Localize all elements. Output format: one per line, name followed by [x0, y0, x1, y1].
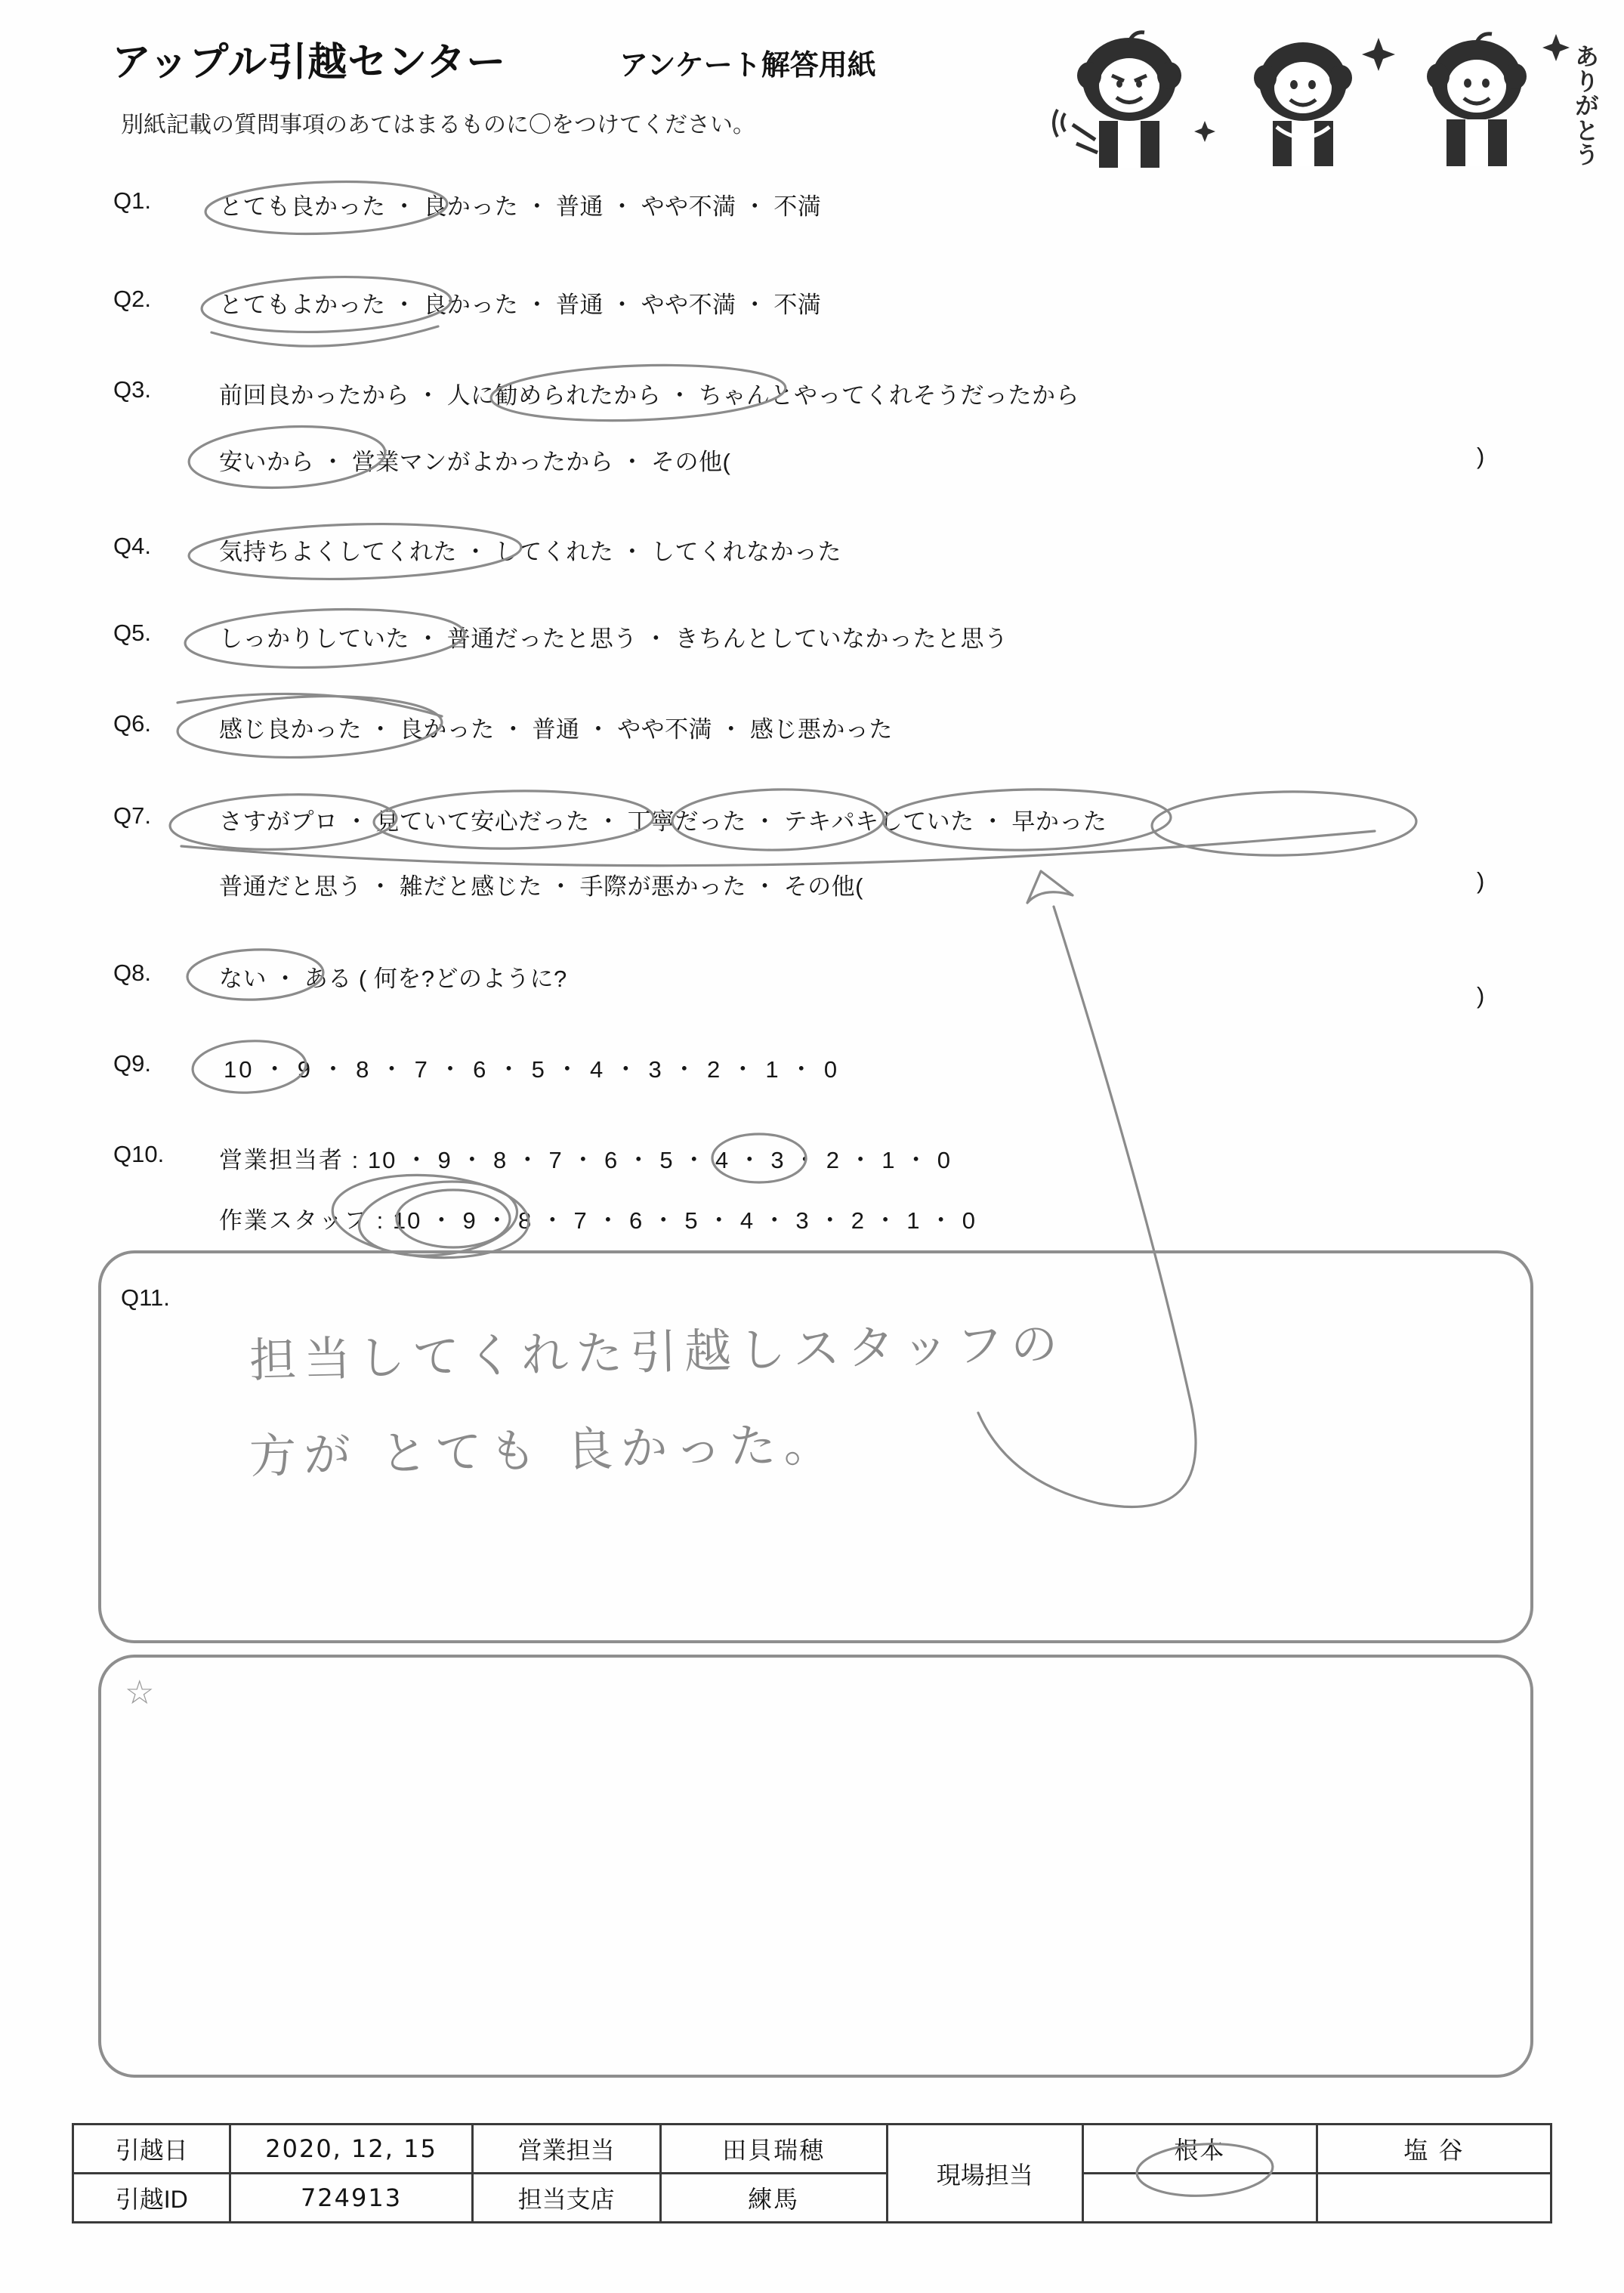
q9-options[interactable]: 10 ・ 9 ・ 8 ・ 7 ・ 6 ・ 5 ・ 4 ・ 3 ・ 2 ・ 1 ・ 0	[224, 1056, 840, 1083]
site-staff-value-1[interactable]: 根本	[1082, 2125, 1317, 2174]
q2-options[interactable]: とてもよかった ・ 良かった ・ 普通 ・ やや不満 ・ 不満	[219, 292, 822, 318]
q6-options[interactable]: 感じ良かった ・ 良かった ・ 普通 ・ やや不満 ・ 感じ悪かった	[219, 716, 893, 743]
q10-number: Q10.	[113, 1141, 165, 1167]
q3-options-line1[interactable]: 前回良かったから ・ 人に勧められたから ・ ちゃんとやってくれそうだったから	[219, 382, 1079, 409]
site-staff-empty-1[interactable]	[1082, 2174, 1317, 2223]
branch-label: 担当支店	[472, 2174, 660, 2223]
q1-number: Q1.	[113, 187, 151, 214]
instruction-text: 別紙記載の質問事項のあてはまるものに〇をつけてください。	[121, 113, 755, 138]
q10-staff-options[interactable]: 作業スタッフ : 10 ・ 9 ・ 8 ・ 7 ・ 6 ・ 5 ・ 4 ・ 3 ・ 2 ・ 1 ・ 0	[219, 1207, 977, 1234]
company-title: アップル引越センター	[112, 41, 507, 85]
q3-close-paren: )	[1477, 443, 1485, 469]
q11-handwriting-line1: 担当してくれた引越しスタッフの	[249, 1315, 1066, 1389]
q5-number: Q5.	[113, 620, 151, 646]
q8-options[interactable]: ない ・ ある ( 何を?どのように?	[219, 966, 567, 992]
star-comment-box[interactable]	[98, 1655, 1533, 2078]
move-id-label: 引越ID	[73, 2174, 230, 2223]
table-row	[73, 2125, 1551, 2174]
move-date-value[interactable]: 2020, 12, 15	[230, 2125, 472, 2174]
star-icon: ☆	[125, 1674, 155, 1711]
footer-info-table	[72, 2123, 1552, 2223]
q7-close-paren: )	[1477, 867, 1485, 894]
document-title: アンケート解答用紙	[619, 50, 876, 82]
q8-number: Q8.	[113, 960, 151, 986]
q4-options[interactable]: 気持ちよくしてくれた ・ してくれた ・ してくれなかった	[219, 539, 841, 565]
move-date-label: 引越日	[73, 2125, 230, 2174]
q11-handwriting-line2: 方が とても 良かった。	[249, 1416, 839, 1485]
q7-number: Q7.	[113, 802, 151, 829]
q1-options[interactable]: とても良かった ・ 良かった ・ 普通 ・ やや不満 ・ 不満	[219, 193, 822, 220]
q11-number: Q11.	[121, 1284, 170, 1311]
q5-options[interactable]: しっかりしていた ・ 普通だったと思う ・ きちんとしていなかったと思う	[219, 626, 1008, 652]
q3-options-line2[interactable]: 安いから ・ 営業マンがよかったから ・ その他(	[219, 449, 731, 475]
q8-close-paren: )	[1477, 982, 1485, 1009]
site-staff-empty-2[interactable]	[1317, 2174, 1551, 2223]
site-staff-value-2[interactable]: 塩 谷	[1317, 2125, 1551, 2174]
thanks-text: ありがとう	[1575, 44, 1599, 169]
sales-rep-value[interactable]: 田貝瑞穂	[660, 2125, 887, 2174]
q3-number: Q3.	[113, 376, 151, 403]
table-row	[73, 2174, 1551, 2223]
q6-number: Q6.	[113, 710, 151, 737]
q2-number: Q2.	[113, 286, 151, 312]
q10-sales-options[interactable]: 営業担当者 : 10 ・ 9 ・ 8 ・ 7 ・ 6 ・ 5 ・ 4 ・ 3 ・ 2 ・ 1 ・ 0	[219, 1147, 952, 1173]
move-id-value[interactable]: 724913	[230, 2174, 472, 2223]
q9-number: Q9.	[113, 1050, 151, 1077]
q4-number: Q4.	[113, 533, 151, 559]
site-staff-label: 現場担当	[887, 2125, 1082, 2223]
q7-options-line1[interactable]: さすがプロ ・ 見ていて安心だった ・ 丁寧だった ・ テキパキしていた ・ 早かった	[219, 808, 1107, 835]
q7-options-line2[interactable]: 普通だと思う ・ 雑だと感じた ・ 手際が悪かった ・ その他(	[219, 873, 863, 900]
mascot-illustration	[1042, 15, 1616, 196]
sales-rep-label: 営業担当	[472, 2125, 660, 2174]
branch-value[interactable]: 練馬	[660, 2174, 887, 2223]
